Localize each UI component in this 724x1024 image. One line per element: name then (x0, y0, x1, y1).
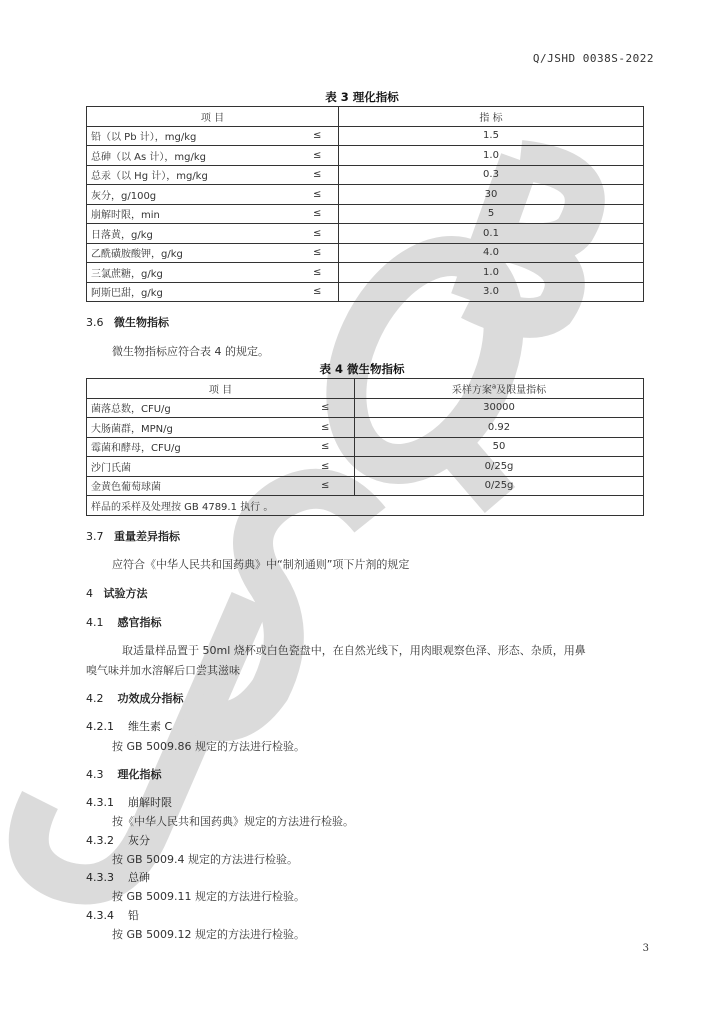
table4-value: 0/25g (355, 457, 644, 477)
table3-header-row (87, 107, 644, 127)
table3-item: 阿斯巴甜，g/kg (87, 282, 297, 302)
table4-value: 0/25g (355, 476, 644, 496)
table3-item: 总砷（以 As 计），mg/kg (87, 146, 297, 166)
table3-item: 日落黄，g/kg (87, 224, 297, 244)
table3-value: 1.5 (339, 126, 644, 146)
table4-item: 大肠菌群，MPN/g (87, 418, 297, 438)
section-title: 功效成分指标 (117, 692, 184, 705)
section-4-3-1-heading (86, 794, 172, 810)
table3-item: 崩解时限，min (87, 204, 297, 224)
table-row (87, 437, 644, 457)
table4-caption: 表 4 微生物指标 (319, 362, 405, 376)
section-4-3-2-heading (86, 832, 150, 848)
table4-header-item: 项 目 (87, 379, 355, 399)
table-row (87, 185, 644, 205)
table4-item: 金黄色葡萄球菌 (87, 476, 297, 496)
table4-footnote-row (87, 496, 644, 516)
section-number: 4.3.3 (86, 871, 114, 884)
table3-sym: ≤ (297, 204, 339, 224)
section-3-6-text: 微生物指标应符合表 4 的规定。 (112, 345, 269, 358)
table3-sym: ≤ (297, 126, 339, 146)
section-4-1-text-line1: 取适量样品置于 50ml 烧杯或白色瓷盘中，在自然光线下，用肉眼观察色泽、形态、杂质，用鼻 (122, 644, 586, 657)
section-4-2-1-heading (86, 718, 172, 734)
table4-sym: ≤ (297, 398, 355, 418)
section-4-1-heading (86, 614, 162, 630)
section-number: 4.3.4 (86, 909, 114, 922)
table3-value: 0.3 (339, 165, 644, 185)
table4-header-row (87, 379, 644, 399)
table3-header-value: 指 标 (339, 107, 644, 127)
section-number: 4.3 (86, 768, 104, 781)
section-4-3-4-heading (86, 907, 139, 923)
section-3-6-heading (86, 314, 169, 330)
table4-value: 0.92 (355, 418, 644, 438)
limit-label: 及限量指标 (496, 384, 547, 396)
table3-value: 30 (339, 185, 644, 205)
table3-value: 1.0 (339, 263, 644, 283)
section-title: 总砷 (128, 871, 150, 884)
table3-value: 0.1 (339, 224, 644, 244)
section-title: 崩解时限 (128, 796, 172, 809)
table-row (87, 243, 644, 263)
table-row (87, 204, 644, 224)
table4-value: 50 (355, 437, 644, 457)
section-4-2-1-text: 按 GB 5009.86 规定的方法进行检验。 (112, 740, 306, 753)
section-4-2-heading (86, 690, 184, 706)
table-row (87, 146, 644, 166)
table4-value: 30000 (355, 398, 644, 418)
section-3-7-heading (86, 528, 180, 544)
table4-sym: ≤ (297, 457, 355, 477)
section-number: 4.1 (86, 616, 104, 629)
section-4-3-3-text: 按 GB 5009.11 规定的方法进行检验。 (112, 890, 306, 903)
table4-item: 菌落总数，CFU/g (87, 398, 297, 418)
table-row (87, 126, 644, 146)
section-4-3-heading (86, 766, 162, 782)
section-4-3-3-heading (86, 869, 150, 885)
table-row (87, 457, 644, 477)
table-row (87, 224, 644, 244)
section-number: 3.6 (86, 316, 104, 329)
table3-sym: ≤ (297, 185, 339, 205)
table-row (87, 165, 644, 185)
table3-item: 总汞（以 Hg 计），mg/kg (87, 165, 297, 185)
section-title: 微生物指标 (114, 316, 169, 329)
section-4-3-1-text: 按《中华人民共和国药典》规定的方法进行检验。 (112, 815, 354, 828)
section-number: 4 (86, 587, 93, 600)
section-number: 3.7 (86, 530, 104, 543)
table4 (86, 378, 644, 516)
table3-value: 5 (339, 204, 644, 224)
table3-sym: ≤ (297, 243, 339, 263)
section-4-1-text-line2: 嗅气味并加水溶解后口尝其滋味 (86, 664, 240, 677)
table3-value: 4.0 (339, 243, 644, 263)
table3-value: 1.0 (339, 146, 644, 166)
table3-sym: ≤ (297, 282, 339, 302)
table3-item: 乙酰磺胺酸钾，g/kg (87, 243, 297, 263)
table3-item: 铅（以 Pb 计），mg/kg (87, 126, 297, 146)
table3-sym: ≤ (297, 224, 339, 244)
footnote-marker: a (491, 382, 497, 391)
sampling-plan-label: 采样方案 (451, 384, 492, 396)
section-number: 4.3.2 (86, 834, 114, 847)
table4-sym: ≤ (297, 418, 355, 438)
page-number: 3 (642, 943, 649, 954)
section-4-3-2-text: 按 GB 5009.4 规定的方法进行检验。 (112, 853, 299, 866)
document-code: Q/JSHD 0038S-2022 (532, 52, 654, 65)
table3-sym: ≤ (297, 146, 339, 166)
table4-item: 霉菌和酵母，CFU/g (87, 437, 297, 457)
section-title: 试验方法 (103, 587, 148, 600)
table3-sym: ≤ (297, 263, 339, 283)
section-title: 铅 (128, 909, 139, 922)
section-4-3-4-text: 按 GB 5009.12 规定的方法进行检验。 (112, 928, 306, 941)
table4-footnote: 样品的采样及处理按 GB 4789.1 执行 。 (87, 496, 644, 516)
table3-header-item: 项 目 (87, 107, 339, 127)
table3 (86, 106, 644, 302)
section-title: 维生素 C (128, 720, 173, 733)
section-number: 4.3.1 (86, 796, 114, 809)
table4-sym: ≤ (297, 437, 355, 457)
section-title: 重量差异指标 (114, 530, 180, 543)
section-3-7-text: 应符合《中华人民共和国药典》中“制剂通则”项下片剂的规定 (112, 558, 410, 571)
section-title: 感官指标 (117, 616, 162, 629)
table3-caption: 表 3 理化指标 (325, 90, 399, 104)
table4-header-value (355, 379, 644, 399)
table4-item: 沙门氏菌 (87, 457, 297, 477)
table3-item: 灰分，g/100g (87, 185, 297, 205)
table-row (87, 418, 644, 438)
table-row (87, 476, 644, 496)
section-4-heading (86, 585, 148, 601)
table4-sym: ≤ (297, 476, 355, 496)
table-row (87, 398, 644, 418)
section-number: 4.2 (86, 692, 104, 705)
section-title: 灰分 (128, 834, 150, 847)
table-row (87, 263, 644, 283)
table3-value: 3.0 (339, 282, 644, 302)
section-title: 理化指标 (117, 768, 162, 781)
table-row (87, 282, 644, 302)
table3-item: 三氯蔗糖，g/kg (87, 263, 297, 283)
section-number: 4.2.1 (86, 720, 114, 733)
table3-sym: ≤ (297, 165, 339, 185)
